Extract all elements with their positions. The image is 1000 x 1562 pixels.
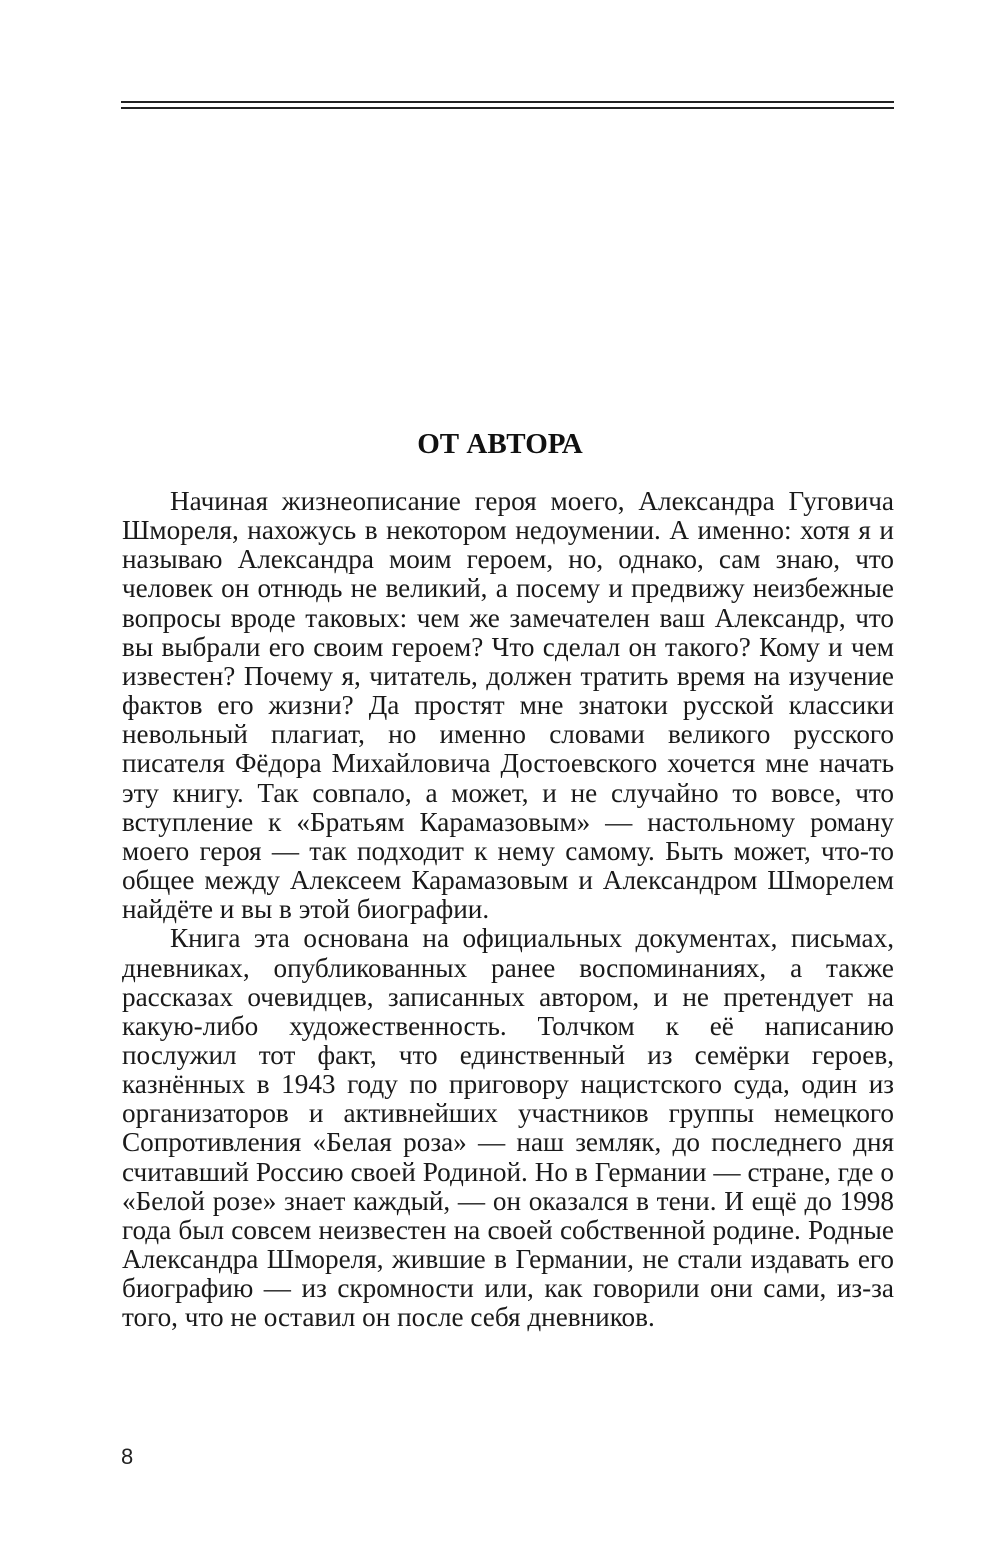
page-number: 8 [121, 1444, 134, 1469]
body-text [122, 487, 894, 1333]
header-rule-bottom [121, 107, 894, 109]
paragraph-2: Книга эта основана на официальных документах, письмах, дневниках, опубликованных ранее воспоминаниях, а также рассказах очевидцев, записанных автором, и не претендует на какую-либо художественность. Толчком к её написанию послужил тот факт, что единственный из семёрки героев, казнённых в 1943 году по приговору нацистского суда, один из организаторов и активнейших участников группы немецкого Сопротивления «Белая роза» — наш земляк, до последнего дня считавший Россию своей Родиной. Но в Германии — стране, где о «Белой розе» знает каждый, — он оказался в тени. И ещё до 1998 года был совсем неизвестен на своей собственной родине. Родные Александра Шмореля, жившие в Германии, не стали издавать его биографию — из скромности или, как говорили они сами, из-за того, что не оставил он после себя дневников. [122, 923, 894, 1333]
paragraph-1: Начиная жизнеописание героя моего, Александра Гуговича Шмореля, нахожусь в некотором недоумении. А именно: хотя я и называю Александра моим героем, но, однако, сам знаю, что человек он отнюдь не великий, а посему и предвижу неизбежные вопросы вроде таковых: чем же замечателен ваш Александр, что вы выбрали его своим героем? Что сделал он такого? Кому и чем известен? Почему я, читатель, должен тратить время на изучение фактов его жизни? Да простят мне знатоки русской классики невольный плагиат, но именно словами великого русского писателя Фёдора Михайловича Достоевского хочется мне начать эту книгу. Так совпало, а может, и не случайно то вовсе, что вступление к «Братьям Карамазовым» — настольному роману моего героя — так подходит к нему самому. Быть может, что-то общее между Алексеем Карамазовым и Александром Шморелем найдёте и вы в этой биографии. [122, 486, 894, 925]
header-rule-top [121, 101, 894, 103]
chapter-title: ОТ АВТОРА [417, 428, 583, 460]
